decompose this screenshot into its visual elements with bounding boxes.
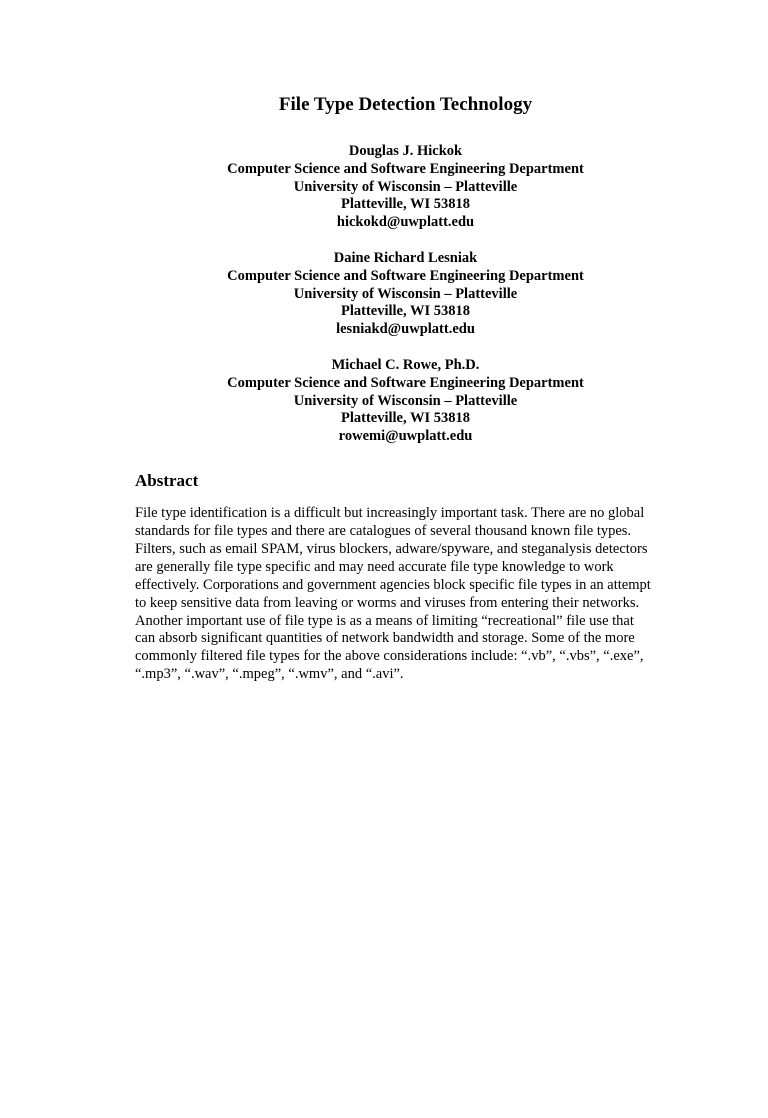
author-email: hickokd@uwplatt.edu <box>336 214 475 231</box>
author-name: Michael C. Rowe, Ph.D. <box>331 356 480 373</box>
author-university: University of Wisconsin – Platteville <box>293 285 518 302</box>
abstract-line: effectively. Corporations and government agencies block specific file types in an attempt <box>135 576 651 593</box>
author-location: Platteville, WI 53818 <box>340 410 470 427</box>
author-email: lesniakd@uwplatt.edu <box>336 321 475 338</box>
abstract-line: are generally file type specific and may need accurate file type knowledge to work <box>135 558 614 575</box>
abstract-heading: Abstract <box>135 470 199 490</box>
author-name: Douglas J. Hickok <box>348 143 463 159</box>
abstract-line: File type identification is a difficult but increasingly important task. There are no global <box>135 505 645 522</box>
author-block <box>143 357 668 446</box>
paper-title: File Type Detection Technology <box>278 94 533 115</box>
author-university: University of Wisconsin – Platteville <box>293 392 518 409</box>
abstract-line: standards for file types and there are catalogues of several thousand known file types. <box>135 522 632 539</box>
author-location: Platteville, WI 53818 <box>340 303 470 320</box>
abstract-line: Filters, such as email SPAM, virus blockers, adware/spyware, and steganalysis detectors <box>135 540 648 557</box>
abstract-line: commonly filtered file types for the above considerations include: “.vb”, “.vbs”, “.exe”, <box>135 648 644 665</box>
author-name: Daine Richard Lesniak <box>333 249 478 266</box>
author-university: University of Wisconsin – Platteville <box>293 178 518 195</box>
author-location: Platteville, WI 53818 <box>340 196 470 213</box>
abstract-line: Another important use of file type is as a means of limiting “recreational” file use that <box>135 612 634 629</box>
abstract-body <box>135 505 675 684</box>
abstract-line: to keep sensitive data from leaving or worms and viruses from entering their networks. <box>135 594 640 611</box>
author-email: rowemi@uwplatt.edu <box>338 428 473 445</box>
author-block <box>143 143 668 232</box>
paper-page <box>0 94 768 1118</box>
author-list <box>135 143 668 446</box>
abstract-line: can absorb significant quantities of network bandwidth and storage. Some of the more <box>135 630 635 647</box>
author-block <box>143 250 668 339</box>
author-department: Computer Science and Software Engineering Department <box>227 267 584 284</box>
author-department: Computer Science and Software Engineering Department <box>227 160 584 177</box>
author-department: Computer Science and Software Engineering Department <box>227 374 584 391</box>
abstract-line: “.mp3”, “.wav”, “.mpeg”, “.wmv”, and “.avi”. <box>135 666 404 683</box>
